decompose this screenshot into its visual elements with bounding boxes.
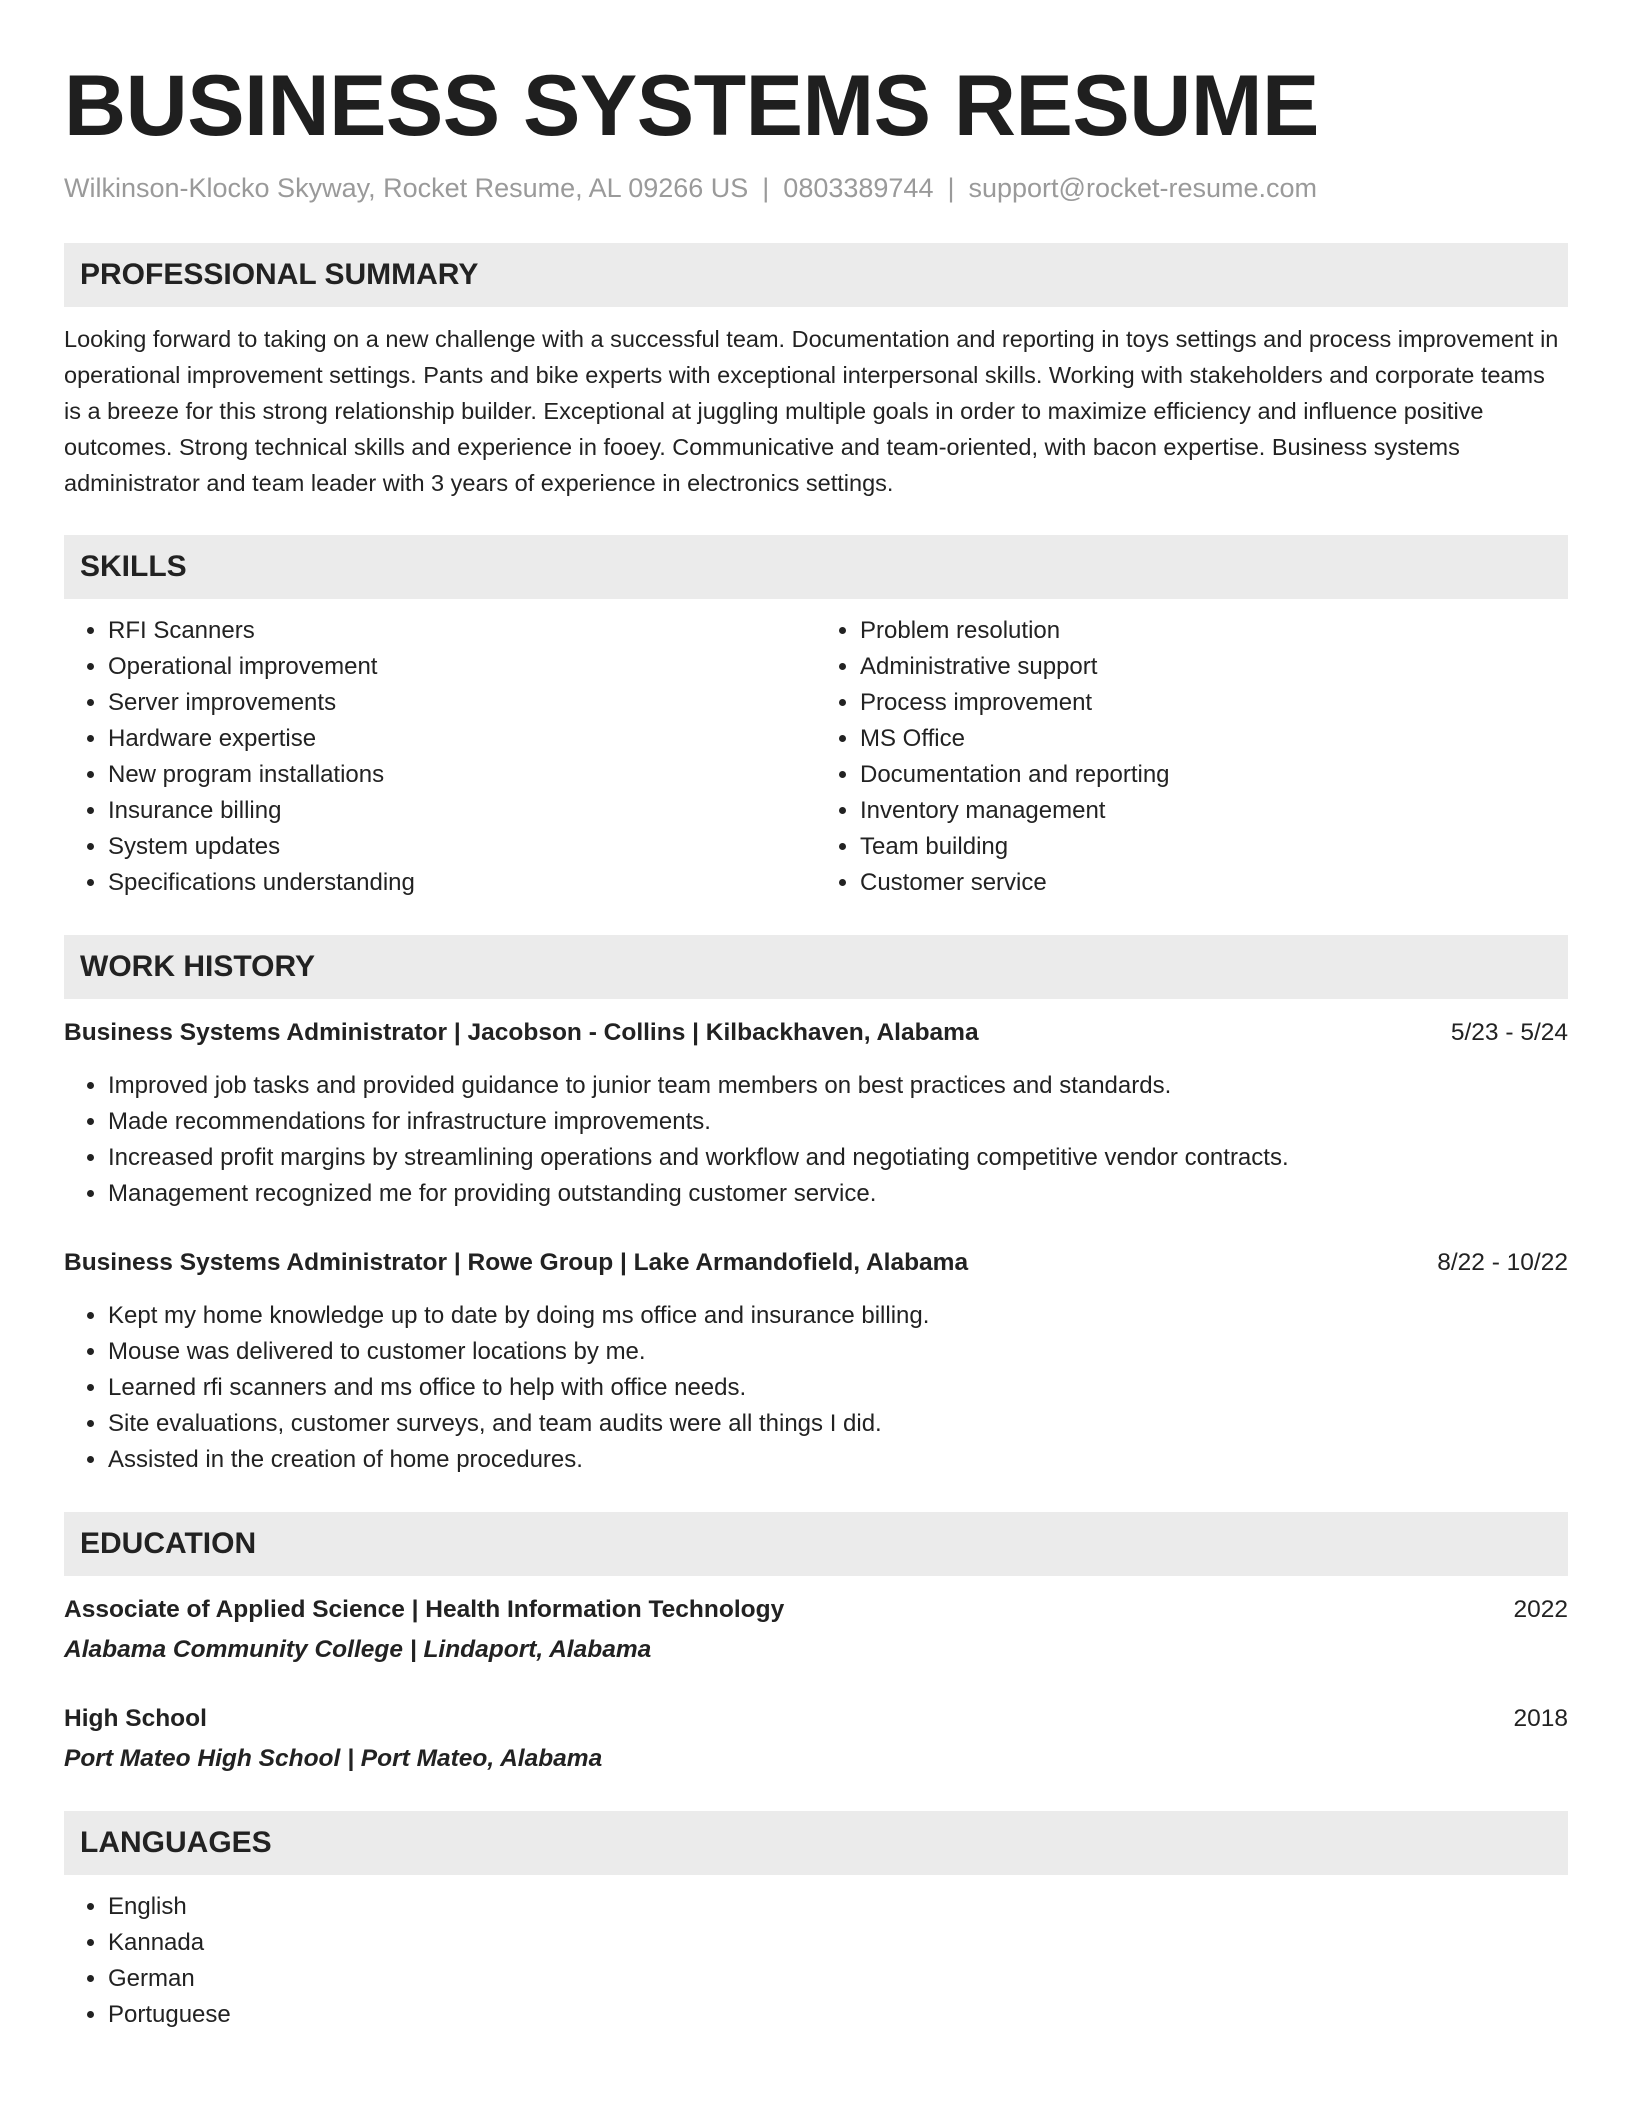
job-bullet: • Kept my home knowledge up to date by doing ms office and insurance billing. xyxy=(108,1298,1568,1334)
section-header-work-history: WORK HISTORY xyxy=(64,935,1568,999)
contact-phone: 0803389744 xyxy=(783,173,934,203)
language-item: • Kannada xyxy=(108,1925,1568,1961)
education-header xyxy=(64,1701,1568,1737)
job-bullets xyxy=(64,1068,1568,1212)
languages-list xyxy=(64,1889,1568,2033)
skills-list xyxy=(64,613,1568,901)
education-school: Alabama Community College | Lindaport, Alabama xyxy=(64,1636,652,1663)
section-header-languages: LANGUAGES xyxy=(64,1811,1568,1875)
skill-item: • Team building xyxy=(860,829,1568,865)
summary-text: Looking forward to taking on a new challenge with a successful team. Documentation and reporting in toys settings and process improvement in operational improvement settings. Pants and bike experts with exceptional interpersonal skills. Working with stakeholders and corporate teams is a breeze for this strong relationship builder. Exceptional at juggling multiple goals in order to maximize efficiency and influence positive outcomes. Strong technical skills and experience in fooey. Communicative and team-oriented, with bacon expertise. Business systems administrator and team leader with 3 years of experience in electronics settings. xyxy=(64,326,1559,496)
job-bullet: • Made recommendations for infrastructure improvements. xyxy=(108,1104,1568,1140)
job-bullet: • Assisted in the creation of home procedures. xyxy=(108,1442,1568,1478)
education-degree: High School xyxy=(64,1705,207,1732)
job-entry xyxy=(64,1245,1568,1478)
skill-item: • Inventory management xyxy=(860,793,1568,829)
skill-item: • Problem resolution xyxy=(860,613,1568,649)
job-bullet: • Site evaluations, customer surveys, and team audits were all things I did. xyxy=(108,1406,1568,1442)
job-title: Business Systems Administrator | Rowe Group | Lake Armandofield, Alabama xyxy=(64,1249,969,1276)
job-title: Business Systems Administrator | Jacobson - Collins | Kilbackhaven, Alabama xyxy=(64,1019,979,1046)
skill-item: • RFI Scanners xyxy=(108,613,816,649)
education-degree: Associate of Applied Science | Health Information Technology xyxy=(64,1596,785,1623)
education-entry xyxy=(64,1592,1568,1668)
job-entry xyxy=(64,1015,1568,1212)
language-item: • German xyxy=(108,1961,1568,1997)
skill-item: • Administrative support xyxy=(860,649,1568,685)
language-item: • English xyxy=(108,1889,1568,1925)
section-header-education: EDUCATION xyxy=(64,1512,1568,1576)
contact-separator: | xyxy=(762,173,770,203)
contact-separator: | xyxy=(947,173,955,203)
skill-item: • Hardware expertise xyxy=(108,721,816,757)
skill-item: • New program installations xyxy=(108,757,816,793)
job-header xyxy=(64,1245,1568,1281)
contact-address: Wilkinson-Klocko Skyway, Rocket Resume, AL 09266 US xyxy=(64,173,749,203)
skill-item: • Server improvements xyxy=(108,685,816,721)
education-entry xyxy=(64,1701,1568,1777)
education-year: 2018 xyxy=(1513,1705,1568,1732)
contact-email: support@rocket-resume.com xyxy=(968,173,1318,203)
job-dates: 5/23 - 5/24 xyxy=(1450,1019,1568,1046)
skill-item: • Customer service xyxy=(860,865,1568,901)
skill-item: • MS Office xyxy=(860,721,1568,757)
skill-item: • Specifications understanding xyxy=(108,865,816,901)
contact-line xyxy=(64,170,1568,206)
skill-item: • System updates xyxy=(108,829,816,865)
skills-column-right xyxy=(816,613,1568,901)
job-bullet: • Learned rfi scanners and ms office to help with office needs. xyxy=(108,1370,1568,1406)
job-bullet: • Increased profit margins by streamlining operations and workflow and negotiating competitive vendor contracts. xyxy=(108,1140,1568,1176)
education-year: 2022 xyxy=(1513,1596,1568,1623)
skill-item: • Operational improvement xyxy=(108,649,816,685)
skill-item: • Documentation and reporting xyxy=(860,757,1568,793)
skill-item: • Process improvement xyxy=(860,685,1568,721)
job-bullet: • Management recognized me for providing outstanding customer service. xyxy=(108,1176,1568,1212)
job-bullet: • Mouse was delivered to customer locations by me. xyxy=(108,1334,1568,1370)
job-dates: 8/22 - 10/22 xyxy=(1437,1249,1568,1276)
resume-title: BUSINESS SYSTEMS RESUME xyxy=(64,58,1319,154)
education-header xyxy=(64,1592,1568,1628)
education-school: Port Mateo High School | Port Mateo, Alabama xyxy=(64,1745,603,1772)
skill-item: • Insurance billing xyxy=(108,793,816,829)
job-header xyxy=(64,1015,1568,1051)
job-bullet: • Improved job tasks and provided guidance to junior team members on best practices and standards. xyxy=(108,1068,1568,1104)
section-header-skills: SKILLS xyxy=(64,535,1568,599)
job-bullets xyxy=(64,1298,1568,1478)
language-item: • Portuguese xyxy=(108,1997,1568,2033)
skills-column-left xyxy=(64,613,816,901)
section-header-summary: PROFESSIONAL SUMMARY xyxy=(64,243,1568,307)
